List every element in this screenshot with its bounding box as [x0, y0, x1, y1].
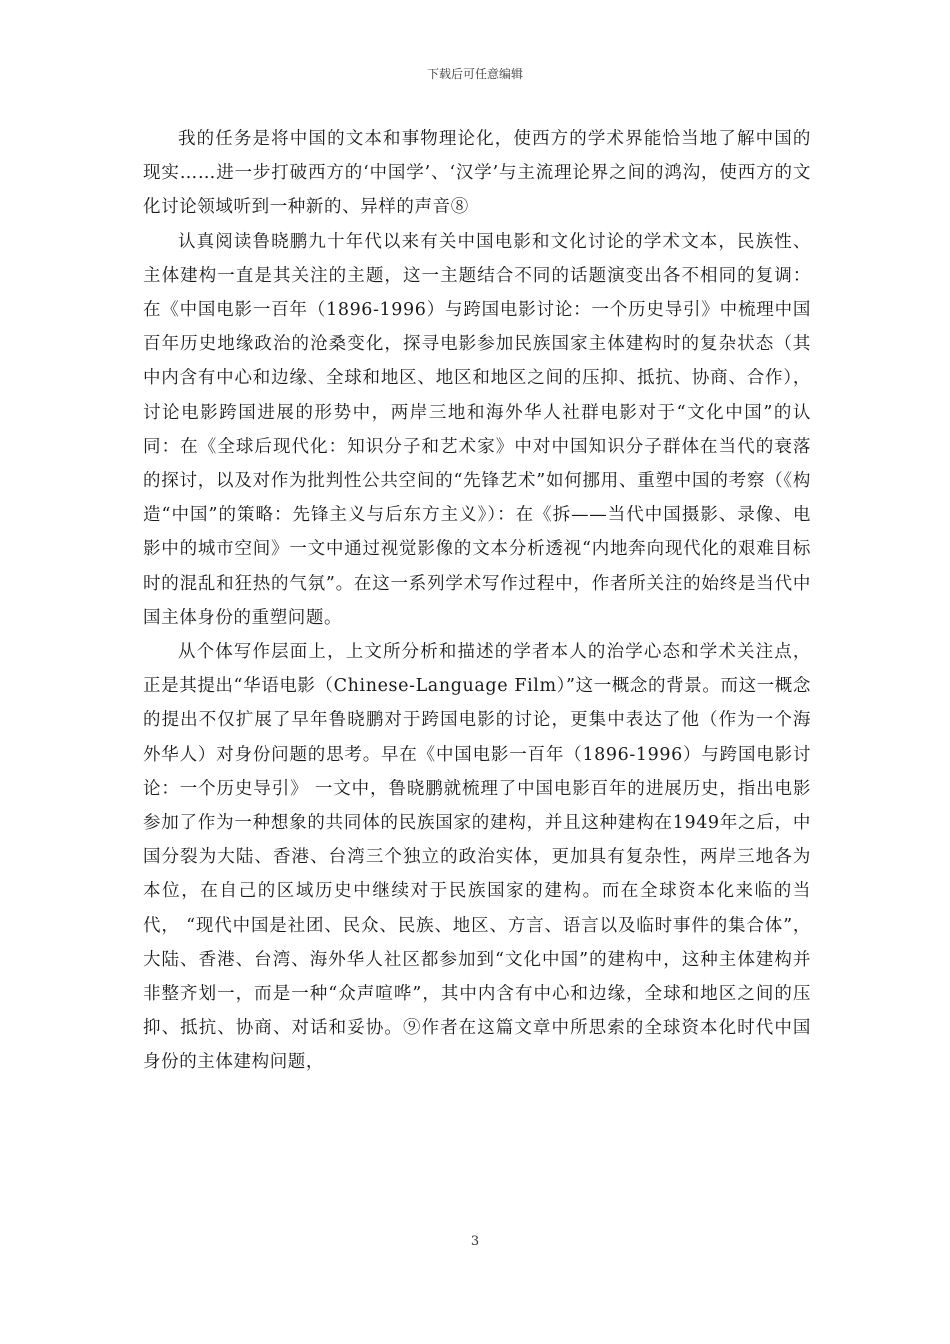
paragraph-research-overview: 认真阅读鲁晓鹏九十年代以来有关中国电影和文化讨论的学术文本，民族性、主体建构一直是其关注的主题，这一主题结合不同的话题演变出各不相同的复调：在《中国电影一百年（1896-1996）与跨国电影讨论：一个历史导引》中梳理中国百年历史地缘政治的沧桑变化，探寻电影参加民族国家主体建构时的复杂状态（其中内含有中心和边缘、全球和地区、地区和地区之间的压抑、抵抗、协商、合作），讨论电影跨国进展的形势中，两岸三地和海外华人社群电影对于“文化中国”的认同：在《全球后现代化：知识分子和艺术家》中对中国知识分子群体在当代的衰落的探讨，以及对作为批判性公共空间的“先锋艺术”如何挪用、重塑中国的考察（《构造“中国”的策略：先锋主义与后东方主义》）：在《拆——当代中国摄影、录像、电影中的城市空间》一文中通过视觉影像的文本分析透视“内地奔向现代化的艰难目标时的混乱和狂热的气氛”。在这一系列学术写作过程中，作者所关注的始终是当代中国主体身份的重塑问题。: [143, 231, 811, 628]
paragraph-chinese-language-film: 从个体写作层面上，上文所分析和描述的学者本人的治学心态和学术关注点，正是其提出“华语电影（Chinese-Language Film）”这一概念的背景。而这一概念的提出不仅扩展了早年鲁晓鹏对于跨国电影的讨论，更集中表达了他（作为一个海外华人）对身份问题的思考。早在《中国电影一百年（1896-1996）与跨国电影讨论：一个历史导引》 一文中，鲁晓鹏就梳理了中国电影百年的进展历史，指出电影参加了作为一种想象的共同体的民族国家的建构，并且这种建构在1949年之后，中国分裂为大陆、香港、台湾三个独立的政治实体，更加具有复杂性，两岸三地各为本位，在自己的区域历史中继续对于民族国家的建构。而在全球资本化来临的当代， “现代中国是社团、民众、民族、地区、方言、语言以及临时事件的集合体”，大陆、香港、台湾、海外华人社区都参加到“文化中国”的建构中，这种主体建构并非整齐划一，而是一种“众声喧哗”，其中内含有中心和边缘，全球和地区之间的压抑、抵抗、协商、对话和妥协。⑨作者在这篇文章中所思索的全球资本化时代中国身份的主体建构问题，: [143, 642, 811, 1073]
paragraph-quote: 我的任务是将中国的文本和事物理论化，使西方的学术界能恰当地了解中国的现实……进一步打破西方的‘中国学’、‘汉学’与主流理论界之间的鸿沟，使西方的文化讨论领域听到一种新的、异样的声音⑧: [143, 129, 811, 218]
page-number: 3: [470, 1234, 480, 1249]
document-body: [143, 122, 811, 1080]
page-header-note: 下载后可任意编辑: [426, 67, 523, 81]
